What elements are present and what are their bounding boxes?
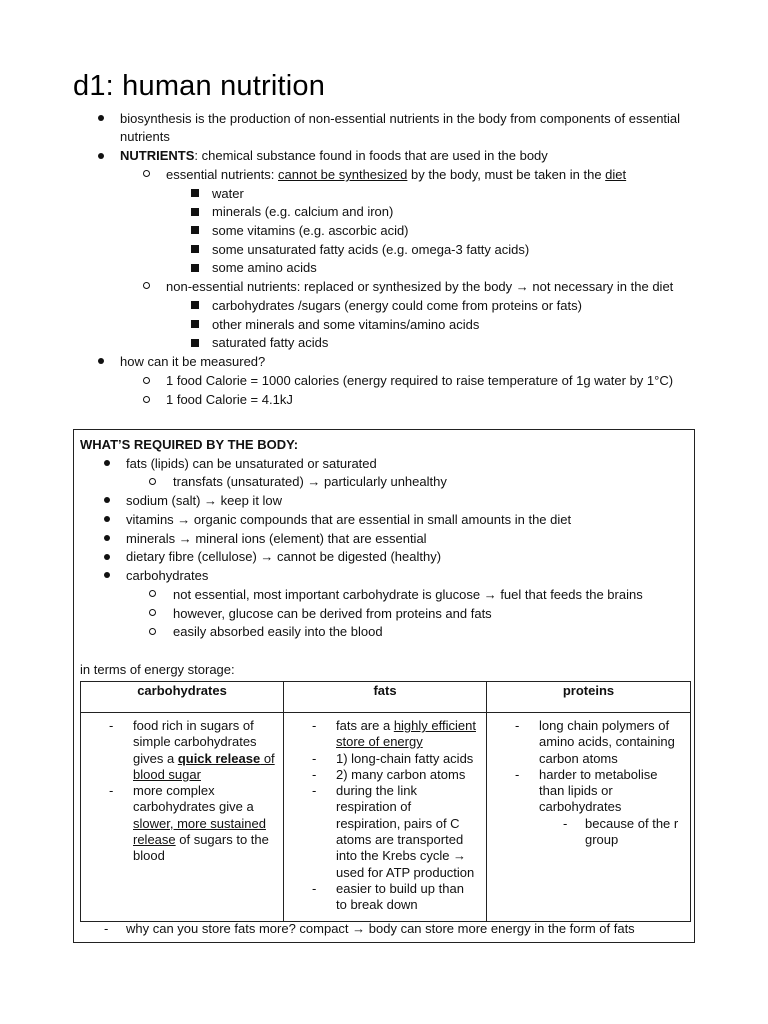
biosynthesis-text-cont: nutrients bbox=[120, 129, 170, 144]
dash-marker: - bbox=[312, 750, 317, 766]
biosynthesis-text: biosynthesis is the production of non-essential nutrients in the body from components of essential bbox=[120, 111, 681, 126]
measured-item: 1 food Calorie = 4.1kJ bbox=[166, 392, 293, 407]
cell-text: carbohydrates give a bbox=[133, 799, 254, 815]
circle-bullet bbox=[143, 170, 150, 177]
bullet-dot bbox=[104, 516, 110, 522]
dash-marker: - bbox=[515, 766, 520, 782]
dash-marker: - bbox=[109, 718, 114, 733]
bullet-dot bbox=[98, 358, 104, 364]
highly-efficient: highly efficient bbox=[393, 718, 476, 733]
square-bullet bbox=[191, 245, 199, 253]
nonessential-nutrients: non-essential nutrients: replaced or synthesized by the body → not necessary in the diet bbox=[166, 279, 674, 294]
cell-text: easier to build up than bbox=[336, 880, 464, 896]
energy-storage-table bbox=[80, 681, 691, 922]
cell-text: blood bbox=[133, 848, 165, 864]
bullet-dot bbox=[104, 460, 110, 466]
fats-item: fats (lipids) can be unsaturated or saturated bbox=[126, 456, 377, 471]
minerals-item: minerals → mineral ions (element) that are essential bbox=[126, 531, 427, 546]
essential-item: water bbox=[212, 186, 244, 201]
essential-mid: by the body, must be taken in the bbox=[407, 167, 606, 182]
list-item bbox=[284, 881, 480, 914]
dash-marker: - bbox=[312, 783, 317, 799]
table-header-row bbox=[81, 682, 691, 713]
transfats-item: transfats (unsaturated) → particularly unhealthy bbox=[173, 474, 447, 489]
nutrients-definition bbox=[120, 147, 548, 165]
cell-text: slower, more sustained bbox=[133, 815, 266, 831]
square-bullet bbox=[191, 301, 199, 309]
cell-text: atoms are transported bbox=[336, 832, 464, 848]
essential-diet: diet bbox=[605, 167, 627, 182]
square-bullet bbox=[191, 320, 199, 328]
vitamins-item: vitamins → organic compounds that are essential in small amounts in the diet bbox=[126, 512, 572, 527]
header-proteins: proteins bbox=[487, 682, 691, 713]
header-fats: fats bbox=[284, 682, 487, 713]
bullet-dot bbox=[104, 572, 110, 578]
dash-marker: - bbox=[515, 718, 520, 733]
dash-marker: - bbox=[104, 921, 109, 936]
dash-marker: - bbox=[312, 718, 317, 733]
cell-text: during the link bbox=[336, 783, 417, 799]
proteins-cell bbox=[487, 713, 691, 922]
essential-underlined: cannot be synthesized bbox=[278, 167, 408, 182]
list-item bbox=[81, 718, 277, 783]
cell-text-part: of bbox=[260, 750, 275, 766]
circle-bullet bbox=[143, 282, 150, 289]
sodium-item: sodium (salt) → keep it low bbox=[126, 493, 283, 508]
cell-text-part: fats are a bbox=[336, 718, 394, 733]
cell-text: carbon atoms bbox=[539, 750, 618, 766]
circle-bullet bbox=[149, 628, 156, 635]
bullet-dot bbox=[98, 153, 104, 159]
list-subitem bbox=[487, 816, 684, 849]
footer-question: why can you store fats more? compact → body can store more energy in the form of fats bbox=[126, 921, 635, 936]
list-item bbox=[81, 783, 277, 864]
cell-text-part: release bbox=[133, 832, 176, 848]
fibre-item: dietary fibre (cellulose) → cannot be digested (healthy) bbox=[126, 549, 442, 564]
nonessential-item: carbohydrates /sugars (energy could come from proteins or fats) bbox=[212, 298, 582, 313]
measured-question: how can it be measured? bbox=[120, 354, 266, 369]
cell-text: into the Krebs cycle → bbox=[336, 848, 467, 864]
list-item bbox=[284, 718, 480, 751]
dash-marker: - bbox=[312, 880, 317, 896]
essential-item: some amino acids bbox=[212, 260, 317, 275]
circle-bullet bbox=[149, 478, 156, 485]
cell-text: more complex bbox=[133, 783, 215, 799]
nutrients-def: : chemical substance found in foods that are used in the body bbox=[194, 148, 548, 163]
cell-text: because of the r bbox=[585, 815, 679, 831]
list-item bbox=[284, 767, 480, 783]
cell-text-part: of sugars to the bbox=[175, 832, 269, 848]
header-carbohydrates: carbohydrates bbox=[81, 682, 284, 713]
cell-text: long chain polymers of bbox=[539, 718, 670, 733]
dash-marker: - bbox=[563, 815, 568, 831]
cell-text-part: gives a bbox=[133, 750, 178, 766]
essential-prefix: essential nutrients: bbox=[166, 167, 279, 182]
list-item bbox=[487, 767, 684, 816]
quick-release: quick release bbox=[177, 750, 261, 766]
cell-text: 2) many carbon atoms bbox=[336, 766, 466, 782]
essential-item: minerals (e.g. calcium and iron) bbox=[212, 204, 394, 219]
cell-text: respiration, pairs of C bbox=[336, 815, 460, 831]
list-item bbox=[284, 751, 480, 767]
cell-text: group bbox=[585, 832, 619, 848]
circle-bullet bbox=[143, 377, 150, 384]
carb-subitem: not essential, most important carbohydrate is glucose → fuel that feeds the brains bbox=[173, 587, 643, 602]
cell-text bbox=[133, 751, 277, 767]
fats-cell bbox=[284, 713, 487, 922]
bullet-dot bbox=[104, 497, 110, 503]
box-heading: WHAT’S REQUIRED BY THE BODY: bbox=[80, 437, 299, 452]
list-item bbox=[487, 718, 684, 767]
carb-subitem: however, glucose can be derived from proteins and fats bbox=[173, 606, 492, 621]
cell-text: 1) long-chain fatty acids bbox=[336, 750, 474, 766]
cell-text bbox=[133, 832, 277, 848]
list-item bbox=[284, 783, 480, 881]
cell-text: respiration of bbox=[336, 799, 412, 815]
square-bullet bbox=[191, 264, 199, 272]
cell-text: used for ATP production bbox=[336, 864, 475, 880]
nutrients-label: NUTRIENTS bbox=[120, 148, 195, 163]
dash-marker: - bbox=[109, 783, 114, 799]
cell-text: harder to metabolise bbox=[539, 766, 658, 782]
nonessential-item: other minerals and some vitamins/amino acids bbox=[212, 317, 480, 332]
circle-bullet bbox=[143, 396, 150, 403]
cell-text: amino acids, containing bbox=[539, 734, 675, 750]
circle-bullet bbox=[149, 590, 156, 597]
square-bullet bbox=[191, 339, 199, 347]
carb-subitem: easily absorbed easily into the blood bbox=[173, 624, 383, 639]
cell-text: to break down bbox=[336, 897, 418, 913]
cell-text: store of energy bbox=[336, 734, 423, 750]
square-bullet bbox=[191, 189, 199, 197]
bullet-dot bbox=[98, 115, 104, 121]
bullet-dot bbox=[104, 554, 110, 560]
bullet-dot bbox=[104, 535, 110, 541]
circle-bullet bbox=[149, 609, 156, 616]
cell-text bbox=[336, 718, 480, 734]
energy-storage-label: in terms of energy storage: bbox=[80, 662, 235, 677]
essential-item: some vitamins (e.g. ascorbic acid) bbox=[212, 223, 409, 238]
essential-item: some unsaturated fatty acids (e.g. omega-3 fatty acids) bbox=[212, 242, 530, 257]
dash-marker: - bbox=[312, 766, 317, 782]
square-bullet bbox=[191, 208, 199, 216]
essential-nutrients bbox=[166, 166, 626, 184]
cell-text: carbohydrates bbox=[539, 799, 622, 815]
measured-item: 1 food Calorie = 1000 calories (energy required to raise temperature of 1g water by 1°C) bbox=[166, 373, 674, 388]
cell-text: blood sugar bbox=[133, 766, 201, 782]
page-title: d1: human nutrition bbox=[73, 70, 326, 102]
table-row bbox=[81, 713, 691, 922]
nonessential-item: saturated fatty acids bbox=[212, 335, 329, 350]
carbs-item: carbohydrates bbox=[126, 568, 209, 583]
cell-text: simple carbohydrates bbox=[133, 734, 257, 750]
carbohydrates-cell bbox=[81, 713, 284, 922]
cell-text: than lipids or bbox=[539, 783, 613, 799]
square-bullet bbox=[191, 226, 199, 234]
cell-text: food rich in sugars of bbox=[133, 718, 254, 733]
